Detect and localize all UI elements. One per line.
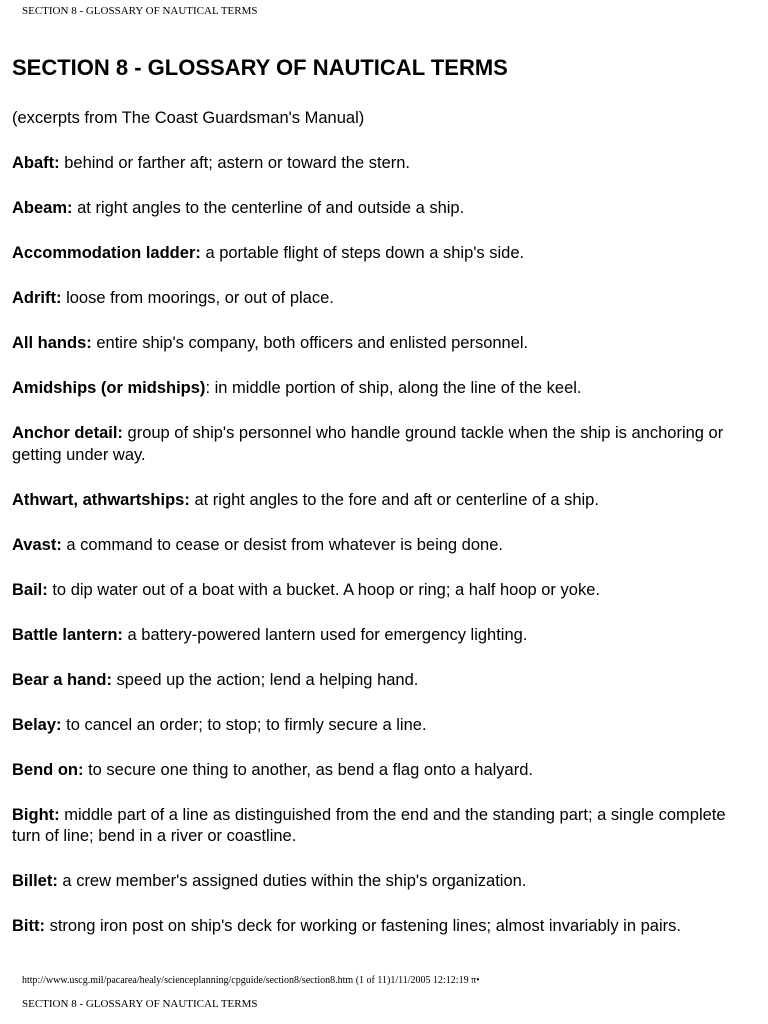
glossary-definition: : in middle portion of ship, along the line of the keel.	[205, 379, 582, 397]
glossary-entry	[12, 760, 757, 782]
glossary-entry	[12, 153, 757, 175]
glossary-definition: a command to cease or desist from whatever is being done.	[61, 535, 503, 554]
glossary-term: Abeam:	[12, 199, 73, 217]
glossary-definition: to dip water out of a boat with a bucket. A hoop or ring; a half hoop or yoke.	[47, 580, 600, 599]
subtitle: (excerpts from The Coast Guardsman's Manual)	[12, 109, 365, 127]
glossary-term: Abaft:	[12, 154, 60, 172]
glossary-definition: at right angles to the centerline of and outside a ship.	[72, 199, 465, 217]
next-page-header: SECTION 8 - GLOSSARY OF NAUTICAL TERMS	[22, 998, 258, 1010]
glossary-term: Belay:	[12, 715, 62, 734]
glossary-definition: a crew member's assigned duties within the ship's organization.	[57, 872, 527, 890]
glossary-definition: group of ship's personnel who handle ground tackle when the ship is anchoring or getting under way.	[12, 424, 724, 464]
glossary-term: Bail:	[12, 580, 48, 599]
glossary-entry	[12, 423, 757, 466]
glossary-definition: to cancel an order; to stop; to firmly secure a line.	[61, 715, 427, 734]
glossary-term: Bend on:	[12, 760, 84, 779]
glossary-definition: loose from moorings, or out of place.	[61, 289, 334, 307]
glossary-term: Avast:	[12, 535, 62, 554]
glossary-entry	[12, 535, 757, 557]
glossary-term: Amidships (or midships)	[12, 379, 206, 397]
glossary-definition: behind or farther aft; astern or toward the stern.	[59, 154, 411, 172]
glossary-term: Adrift:	[12, 289, 62, 307]
glossary-entry	[12, 871, 757, 893]
glossary-entry	[12, 715, 757, 737]
glossary-entry	[12, 378, 757, 400]
glossary-term: Bight:	[12, 805, 60, 824]
glossary-entry	[12, 243, 757, 265]
glossary-entry	[12, 288, 757, 310]
glossary-entry	[12, 805, 757, 848]
glossary-term: Anchor detail:	[12, 424, 123, 442]
glossary-entry	[12, 490, 757, 512]
glossary-definition: a portable flight of steps down a ship's side.	[200, 244, 525, 262]
glossary-definition: middle part of a line as distinguished from the end and the standing part; a single complete turn of line; bend in a river or coastline.	[12, 805, 726, 845]
glossary-term: Battle lantern:	[12, 625, 123, 644]
glossary-term: Bitt:	[12, 917, 45, 935]
glossary-term: All hands:	[12, 334, 92, 352]
glossary-term: Athwart, athwartships:	[12, 490, 190, 509]
glossary-term: Accommodation ladder:	[12, 244, 201, 262]
glossary-entry	[12, 916, 757, 938]
glossary-definition: speed up the action; lend a helping hand.	[111, 670, 419, 689]
print-footer-url: http://www.uscg.mil/pacarea/healy/scienceplanning/cpguide/section8/section8.htm (1 of 11)1/11/2005 12:12:19 π•	[22, 975, 480, 986]
glossary-definition: at right angles to the fore and aft or centerline of a ship.	[189, 490, 599, 509]
glossary-definition: entire ship's company, both officers and enlisted personnel.	[91, 334, 529, 352]
page-title: SECTION 8 - GLOSSARY OF NAUTICAL TERMS	[12, 55, 508, 80]
glossary-list	[12, 153, 757, 961]
glossary-definition: to secure one thing to another, as bend a flag onto a halyard.	[83, 760, 533, 779]
glossary-term: Bear a hand:	[12, 670, 112, 689]
glossary-term: Billet:	[12, 872, 58, 890]
glossary-definition: strong iron post on ship's deck for working or fastening lines; almost invariably in pairs.	[44, 917, 681, 935]
print-header: SECTION 8 - GLOSSARY OF NAUTICAL TERMS	[22, 5, 258, 17]
glossary-entry	[12, 670, 757, 692]
glossary-definition: a battery-powered lantern used for emergency lighting.	[122, 625, 528, 644]
glossary-entry	[12, 580, 757, 602]
glossary-entry	[12, 198, 757, 220]
glossary-entry	[12, 333, 757, 355]
glossary-entry	[12, 625, 757, 647]
